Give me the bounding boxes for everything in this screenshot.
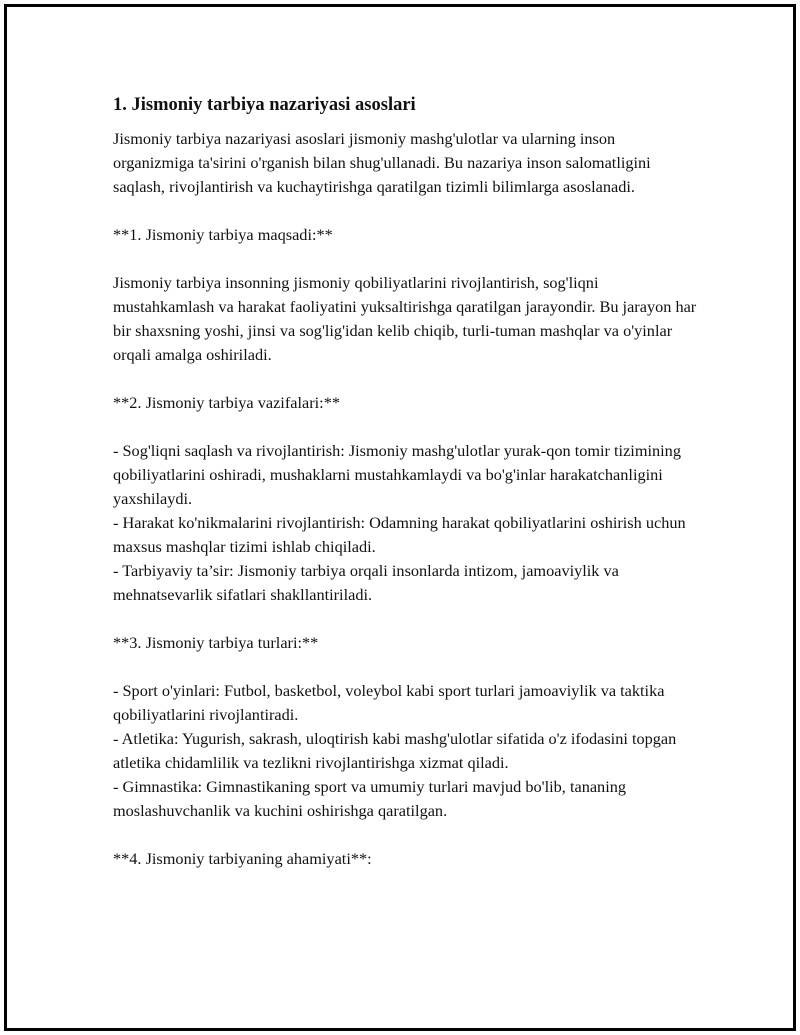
section-heading-goal: **1. Jismoniy tarbiya maqsadi:**	[113, 225, 333, 244]
list-item: - Sport o'yinlari: Futbol, basketbol, voleybol kabi sport turlari jamoaviylik va taktika qobiliyatlarini rivojlantiradi.	[113, 681, 665, 724]
document-body	[113, 93, 698, 871]
section-paragraph-goal: Jismoniy tarbiya insonning jismoniy qobiliyatlarini rivojlantirish, sog'liqni mustahkamlash va harakat faoliyatini yuksaltirishga qaratilgan jarayondir. Bu jarayon har bir shaxsning yoshi, jinsi va sog'lig'idan kelib chiqib, turli-tuman mashqlar va o'yinlar orqali amalga oshiriladi.	[113, 273, 697, 364]
list-item: - Tarbiyaviy ta’sir: Jismoniy tarbiya orqali insonlarda intizom, jamoaviylik va mehnatsevarlik sifatlari shakllantiriladi.	[113, 561, 619, 604]
spacer	[113, 247, 698, 271]
list-item: - Atletika: Yugurish, sakrash, uloqtirish kabi mashg'ulotlar sifatida o'z ifodasini topgan atletika chidamlilik va tezlikni rivojlantirishga xizmat qiladi.	[113, 729, 677, 772]
section-heading-importance: **4. Jismoniy tarbiyaning ahamiyati**:	[113, 849, 372, 868]
spacer	[113, 823, 698, 847]
document-title: 1. Jismoniy tarbiya nazariyasi asoslari	[113, 95, 416, 115]
spacer	[113, 415, 698, 439]
list-item: - Sog'liqni saqlash va rivojlantirish: Jismoniy mashg'ulotlar yurak-qon tomir tizimining qobiliyatlarini oshiradi, mushaklarni mustahkamlaydi va bo'g'inlar harakatchanligini yaxshilaydi.	[113, 441, 681, 508]
list-item: - Gimnastika: Gimnastikaning sport va umumiy turlari mavjud bo'lib, tananing moslashuvchanlik va kuchini oshirishga qaratilgan.	[113, 777, 627, 820]
section-heading-types: **3. Jismoniy tarbiya turlari:**	[113, 633, 319, 652]
list-item: - Harakat ko'nikmalarini rivojlantirish: Odamning harakat qobiliyatlarini oshirish uchun maxsus mashqlar tizimi ishlab chiqiladi.	[113, 513, 686, 556]
intro-paragraph: Jismoniy tarbiya nazariyasi asoslari jismoniy mashg'ulotlar va ularning inson organizmiga ta'sirini o'rganish bilan shug'ullanadi. Bu nazariya inson salomatligini saqlash, rivojlantirish va kuchaytirishga qaratilgan tizimli bilimlarga asoslanadi.	[113, 129, 651, 196]
spacer	[113, 655, 698, 679]
spacer	[113, 367, 698, 391]
spacer	[113, 199, 698, 223]
section-heading-tasks: **2. Jismoniy tarbiya vazifalari:**	[113, 393, 340, 412]
spacer	[113, 607, 698, 631]
